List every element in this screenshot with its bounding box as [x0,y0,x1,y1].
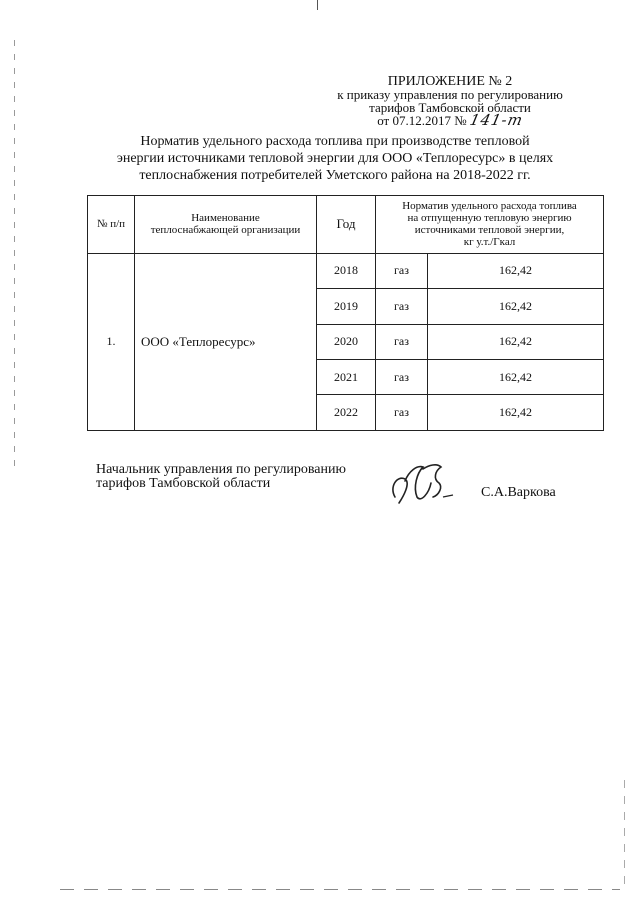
value-cell: 162,42 [428,324,604,359]
scan-footer-dashes [60,889,620,890]
year-cell: 2019 [317,289,376,324]
fuel-cell: газ [376,360,428,395]
appendix-line-1: к приказу управления по регулированию [337,87,563,102]
value-cell: 162,42 [428,253,604,288]
norms-table [87,195,604,431]
header-norm: Норматив удельного расхода топлива на отпущенную тепловую энергию источниками тепловой энергии, кг у.т./Гкал [376,196,604,254]
appendix-order-line [300,111,600,129]
header-year: Год [317,196,376,254]
table-row [88,253,604,288]
table-header-row [88,196,604,254]
scan-mark-top [317,0,318,10]
org-name: ООО «Теплоресурс» [135,253,317,430]
header-num: № п/п [88,196,135,254]
year-cell: 2022 [317,395,376,431]
heading-line-1: Норматив удельного расхода топлива при производстве тепловой [140,134,530,149]
appendix-title: ПРИЛОЖЕНИЕ № 2 [387,74,513,89]
heading-line-2: энергии источниками тепловой энергии для ООО «Теплоресурс» в целях [116,151,554,166]
year-cell: 2021 [317,360,376,395]
order-date: от 07.12.2017 № [377,113,467,128]
appendix-header [300,75,600,127]
position-line-2: тарифов Тамбовской области [96,476,271,491]
fuel-cell: газ [376,395,428,431]
signer-name: С.А.Варкова [481,485,556,500]
appendix-line-2: тарифов Тамбовской области [369,100,531,115]
value-cell: 162,42 [428,289,604,324]
value-cell: 162,42 [428,395,604,431]
year-cell: 2020 [317,324,376,359]
value-cell: 162,42 [428,360,604,395]
fuel-cell: газ [376,289,428,324]
scan-mark-left [14,40,15,470]
position-line-1: Начальник управления по регулированию [96,462,346,477]
row-number: 1. [88,253,135,430]
fuel-cell: газ [376,253,428,288]
fuel-cell: газ [376,324,428,359]
header-org: Наименование теплоснабжающей организации [135,196,317,254]
document-heading [100,133,570,184]
year-cell: 2018 [317,253,376,288]
order-number-handwritten: 141-т [468,111,525,129]
heading-line-3: теплоснабжения потребителей Уметского района на 2018-2022 гг. [139,168,531,183]
scan-mark-right [624,780,625,890]
handwritten-signature [383,457,473,509]
signatory-position [96,463,376,491]
